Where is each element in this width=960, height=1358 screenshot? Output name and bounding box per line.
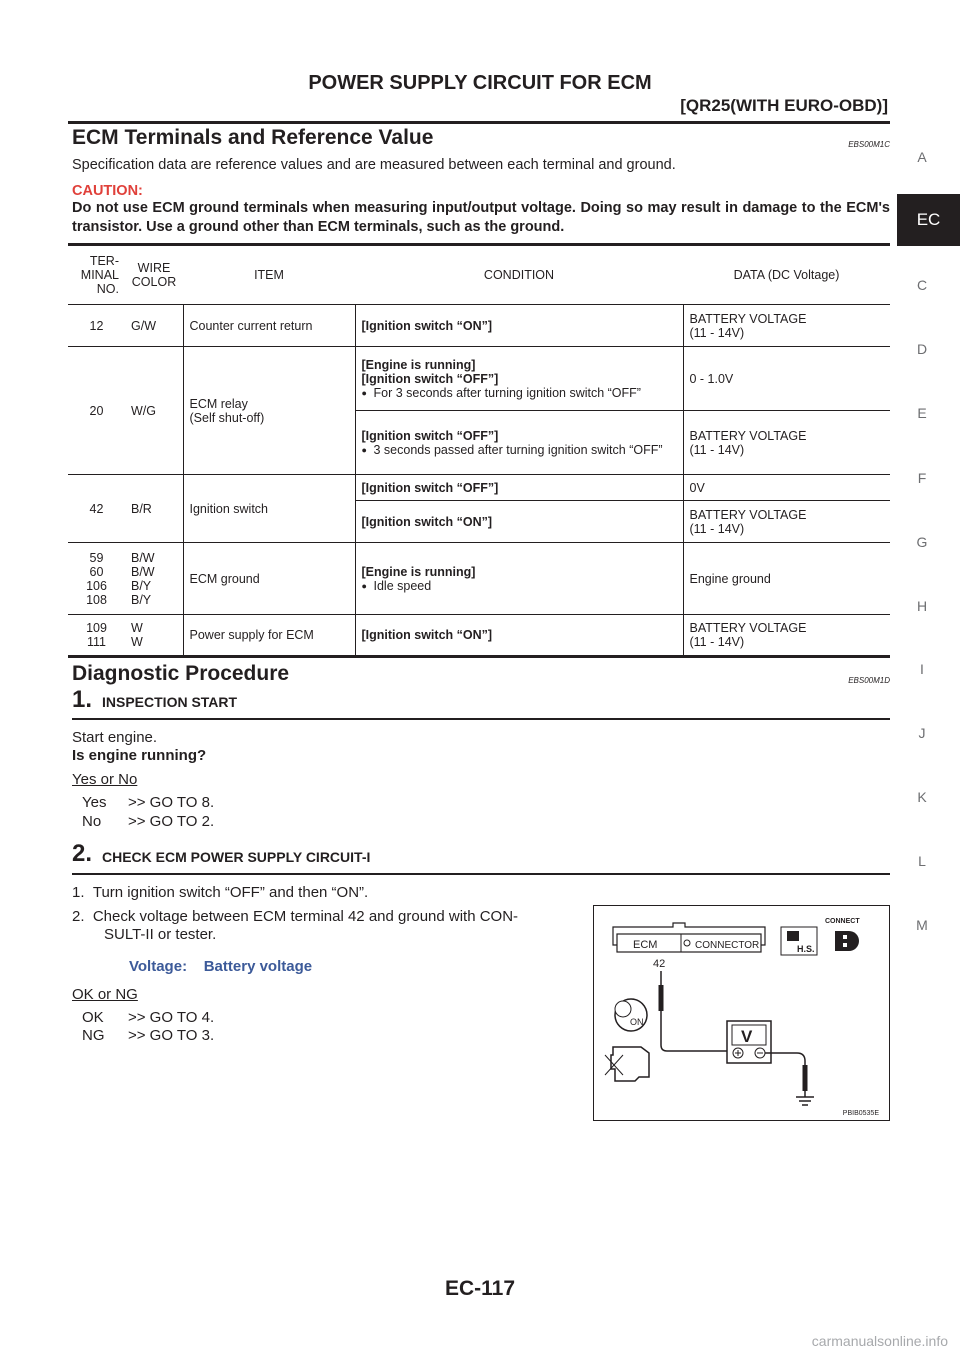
side-index-d[interactable]: D	[916, 341, 928, 357]
cell-wire: W/G	[125, 347, 183, 475]
page-header-title: POWER SUPPLY CIRCUIT FOR ECM	[308, 72, 652, 94]
connect-icon	[835, 931, 859, 951]
step-number: 1.	[72, 686, 93, 713]
cell-data: 0V	[683, 475, 890, 501]
condition-bullet: ● Idle speed	[362, 579, 677, 593]
cell-terminal: 12	[68, 305, 125, 347]
cell-item: ECM ground	[183, 543, 355, 615]
terminal-reference-table	[68, 243, 890, 658]
instruction-item: 2. Check voltage between ECM terminal 42 and ground with CON-	[72, 908, 519, 925]
terminal-42-label: 42	[653, 958, 666, 970]
watermark: carmanualsonline.info	[811, 1333, 948, 1349]
col-header-item: ITEM	[183, 245, 355, 305]
cell-condition: [Ignition switch “OFF”]	[355, 475, 683, 501]
condition-bullet: ● For 3 seconds after turning ignition switch “OFF”	[362, 386, 677, 400]
harness-side-icon	[781, 927, 817, 955]
cell-item: Ignition switch	[183, 475, 355, 543]
instruction-item-cont: SULT-II or tester.	[104, 926, 217, 943]
page-header-subtitle: [QR25(WITH EURO-OBD)]	[680, 96, 888, 115]
section-code-terminals: EBS00M1C	[848, 140, 890, 149]
cell-item: Counter current return	[183, 305, 355, 347]
cell-terminal: 42	[68, 475, 125, 543]
condition-line: [Engine is running]	[361, 357, 476, 372]
cell-wire: G/W	[125, 305, 183, 347]
svg-text:V: V	[741, 1027, 753, 1046]
ecm-label: ECM	[633, 939, 658, 951]
figure-code: PBIB0535E	[842, 1110, 879, 1117]
caution-label: CAUTION:	[72, 183, 143, 199]
cell-item: Power supply for ECM	[183, 615, 355, 657]
side-index-h[interactable]: H	[916, 598, 928, 614]
cell-data: BATTERY VOLTAGE (11 - 14V)	[683, 615, 890, 657]
instruction-item: 1. Turn ignition switch “OFF” and then “ON”.	[72, 884, 369, 901]
side-index-e[interactable]: E	[917, 405, 927, 421]
cell-condition	[355, 347, 683, 411]
col-header-data: DATA (DC Voltage)	[683, 245, 890, 305]
step-question: Is engine running?	[72, 747, 207, 764]
voltage-spec: Voltage: Battery voltage	[129, 958, 313, 975]
condition-bullet: ● 3 seconds passed after turning ignition switch “OFF”	[362, 443, 677, 457]
section-code-diagnostic: EBS00M1D	[848, 676, 890, 685]
svg-text:ON: ON	[630, 1017, 644, 1027]
table-header-row	[68, 245, 890, 305]
answer-label: OK	[82, 1009, 104, 1026]
side-index-f[interactable]: F	[917, 470, 927, 486]
cell-terminal: 109 111	[68, 615, 125, 657]
side-index-g[interactable]: G	[916, 534, 928, 550]
answer-link[interactable]: >> GO TO 4.	[128, 1009, 215, 1026]
spec-intro-text: Specification data are reference values and are measured between each terminal and ground.	[72, 157, 676, 173]
cell-data: BATTERY VOLTAGE (11 - 14V)	[683, 305, 890, 347]
voltmeter-icon	[727, 1021, 771, 1063]
side-index-i[interactable]: I	[920, 661, 924, 677]
table-row	[68, 543, 890, 615]
step-text: Start engine.	[72, 729, 158, 746]
table-row	[68, 347, 890, 411]
page-number: EC-117	[444, 1277, 516, 1300]
cell-terminal: 59 60 106 108	[68, 543, 125, 615]
condition-line: [Ignition switch “OFF”]	[361, 428, 499, 443]
answer-link[interactable]: >> GO TO 8.	[128, 794, 215, 811]
table-row	[68, 475, 890, 501]
cell-wire: B/R	[125, 475, 183, 543]
step-choice: Yes or No	[72, 771, 138, 788]
col-header-terminal: TER- MINAL NO.	[68, 245, 125, 305]
cell-condition: [Ignition switch “ON”]	[355, 305, 683, 347]
cell-wire: W W	[125, 615, 183, 657]
cell-data: BATTERY VOLTAGE (11 - 14V)	[683, 501, 890, 543]
col-header-wire: WIRE COLOR	[125, 245, 183, 305]
answer-label: Yes	[82, 794, 107, 811]
step-rule	[72, 718, 890, 720]
condition-line: [Ignition switch “OFF”]	[361, 371, 499, 386]
connector-label: CONNECTOR	[695, 940, 760, 951]
cell-terminal: 20	[68, 347, 125, 475]
side-index-a[interactable]: A	[917, 149, 927, 165]
cell-data: BATTERY VOLTAGE (11 - 14V)	[683, 411, 890, 475]
section-title-diagnostic: Diagnostic Procedure	[72, 662, 290, 685]
cell-item: ECM relay (Self shut-off)	[183, 347, 355, 475]
side-index-l[interactable]: L	[918, 853, 926, 869]
side-index-j[interactable]: J	[918, 725, 926, 741]
step-choice: OK or NG	[72, 986, 138, 1003]
caution-text: Do not use ECM ground terminals when measuring input/output voltage. Doing so may result in damage to the ECM's transistor. Use a ground other than ECM terminals, such as the ground.	[72, 200, 890, 235]
header-rule	[68, 121, 890, 124]
answer-link[interactable]: >> GO TO 3.	[128, 1027, 215, 1044]
condition-line: [Engine is running]	[361, 564, 476, 579]
step-title: INSPECTION START	[102, 694, 238, 710]
side-index-c[interactable]: C	[916, 277, 928, 293]
section-title-terminals: ECM Terminals and Reference Value	[72, 126, 434, 149]
side-index-ec[interactable]: EC	[897, 194, 960, 246]
svg-text:H.S.: H.S.	[797, 944, 815, 954]
step-rule	[72, 873, 890, 875]
probe-negative	[803, 1065, 808, 1091]
table-row	[68, 615, 890, 657]
cell-condition: [Ignition switch “ON”]	[355, 615, 683, 657]
cell-condition	[355, 411, 683, 475]
side-index-m[interactable]: M	[916, 917, 928, 933]
wiring-diagram-figure	[593, 905, 890, 1121]
probe-positive	[659, 985, 664, 1011]
side-index-k[interactable]: K	[917, 789, 927, 805]
step-title: CHECK ECM POWER SUPPLY CIRCUIT-I	[102, 849, 371, 865]
answer-label: No	[82, 813, 102, 830]
cell-condition	[355, 543, 683, 615]
cell-wire: B/W B/W B/Y B/Y	[125, 543, 183, 615]
ignition-key-icon	[615, 999, 647, 1031]
connect-label: CONNECT	[825, 918, 860, 925]
col-header-condition: CONDITION	[355, 245, 683, 305]
cell-condition: [Ignition switch “ON”]	[355, 501, 683, 543]
cell-data: 0 - 1.0V	[683, 347, 890, 411]
answer-link[interactable]: >> GO TO 2.	[128, 813, 215, 830]
table-row	[68, 305, 890, 347]
answer-label: NG	[82, 1027, 105, 1044]
step-number: 2.	[72, 840, 93, 867]
cell-data: Engine ground	[683, 543, 890, 615]
